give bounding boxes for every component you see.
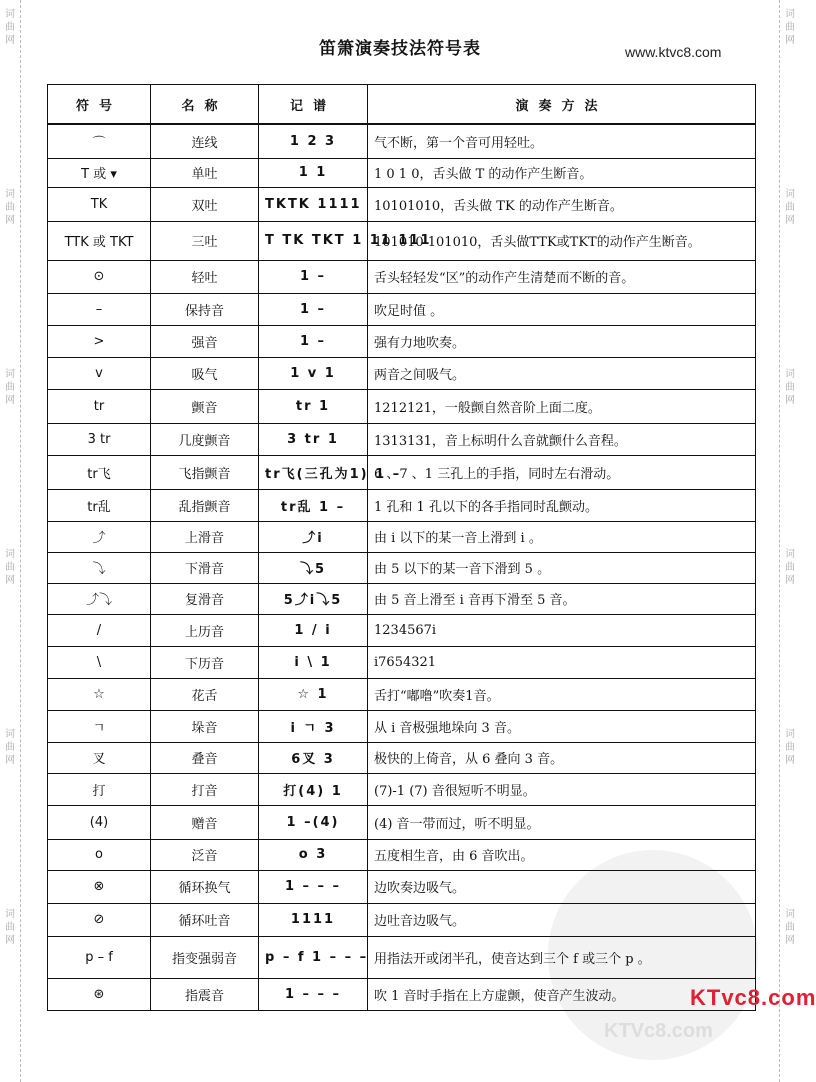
- cell-symbol: ⊛: [48, 978, 151, 1010]
- cell-symbol: tr乱: [48, 489, 151, 521]
- table-row: [48, 583, 756, 614]
- cell-method: 五度相生音，由 6 音吹出。: [368, 839, 756, 870]
- table-row: [48, 521, 756, 552]
- table-header-row: [48, 85, 756, 125]
- cell-symbol: ☆: [48, 678, 151, 710]
- cell-symbol: p – f: [48, 936, 151, 978]
- cell-name: 下滑音: [151, 552, 259, 583]
- table-row: [48, 805, 756, 839]
- cell-notation: tr 1: [259, 389, 368, 423]
- cell-notation: 1 –: [259, 260, 368, 293]
- side-watermark: 词曲网: [5, 909, 15, 946]
- cell-name: 赠音: [151, 805, 259, 839]
- side-watermark: 词曲网: [785, 9, 795, 46]
- table-row: [48, 903, 756, 936]
- cell-symbol: (4): [48, 805, 151, 839]
- cell-notation: ⤴i: [259, 521, 368, 552]
- cell-name: 单吐: [151, 158, 259, 187]
- cell-method: 气不断，第一个音可用轻吐。: [368, 124, 756, 158]
- cell-notation: T TK TKT 1 11 111: [259, 221, 368, 260]
- header-notation: 记谱: [259, 85, 368, 125]
- cell-notation: ☆ 1: [259, 678, 368, 710]
- cell-symbol: tr飞: [48, 455, 151, 489]
- cell-name: 复滑音: [151, 583, 259, 614]
- cell-notation: 1 v 1: [259, 357, 368, 389]
- cell-name: 循环换气: [151, 870, 259, 903]
- cell-method: i7654321: [368, 646, 756, 678]
- table-row: [48, 357, 756, 389]
- cell-symbol: tr: [48, 389, 151, 423]
- cell-notation: o 3: [259, 839, 368, 870]
- table-row: [48, 455, 756, 489]
- cell-symbol: /: [48, 614, 151, 646]
- cell-notation: tr飞(三孔为1) 1 –: [259, 455, 368, 489]
- cell-name: 吸气: [151, 357, 259, 389]
- side-watermark: 词曲网: [785, 729, 795, 766]
- side-watermark: 词曲网: [5, 189, 15, 226]
- cell-notation: 1 –(4): [259, 805, 368, 839]
- cell-symbol: –: [48, 293, 151, 325]
- table-row: [48, 552, 756, 583]
- cell-method: (4) 音一带而过，听不明显。: [368, 805, 756, 839]
- side-watermark: 词曲网: [785, 909, 795, 946]
- cell-notation: i ㄱ 3: [259, 710, 368, 742]
- cell-symbol: TTK 或 TKT: [48, 221, 151, 260]
- cell-name: 垛音: [151, 710, 259, 742]
- cell-notation: 1 –: [259, 293, 368, 325]
- header-name: 名称: [151, 85, 259, 125]
- cell-method: 1234567i: [368, 614, 756, 646]
- cell-method: 从 i 音极强地垛向 3 音。: [368, 710, 756, 742]
- cell-notation: ⤵5: [259, 552, 368, 583]
- table-row: [48, 773, 756, 805]
- cell-symbol: ⊘: [48, 903, 151, 936]
- table-row: [48, 489, 756, 521]
- cell-name: 循环吐音: [151, 903, 259, 936]
- table-row: [48, 710, 756, 742]
- cell-symbol: ⤴⤵: [48, 583, 151, 614]
- cell-notation: 打(4) 1: [259, 773, 368, 805]
- cell-method: (7)-1 (7) 音很短听不明显。: [368, 773, 756, 805]
- cell-method: 用指法开或闭半孔，使音达到三个 f 或三个 p 。: [368, 936, 756, 978]
- side-watermark: 词曲网: [5, 549, 15, 586]
- cell-name: 几度颤音: [151, 423, 259, 455]
- cell-notation: 6叉 3: [259, 742, 368, 773]
- cell-name: 保持音: [151, 293, 259, 325]
- cell-name: 乱指颤音: [151, 489, 259, 521]
- cell-method: 边吹奏边吸气。: [368, 870, 756, 903]
- right-margin-strip: [779, 0, 800, 1082]
- cell-name: 双吐: [151, 187, 259, 221]
- left-margin-strip: [0, 0, 21, 1082]
- cell-symbol: TK: [48, 187, 151, 221]
- cell-method: 由 5 以下的某一音下滑到 5 。: [368, 552, 756, 583]
- cell-method: 两音之间吸气。: [368, 357, 756, 389]
- cell-symbol: ⤴: [48, 521, 151, 552]
- cell-name: 指震音: [151, 978, 259, 1010]
- cell-name: 连线: [151, 124, 259, 158]
- cell-name: 轻吐: [151, 260, 259, 293]
- table-row: [48, 389, 756, 423]
- cell-symbol: T 或 ▾: [48, 158, 151, 187]
- table-row: [48, 260, 756, 293]
- cell-method: 由 i 以下的某一音上滑到 i 。: [368, 521, 756, 552]
- cell-name: 强音: [151, 325, 259, 357]
- cell-method: 吹 1 音时手指在上方虚颤，使音产生波动。: [368, 978, 756, 1010]
- table-row: [48, 325, 756, 357]
- cell-notation: 1 2 3: [259, 124, 368, 158]
- cell-notation: 1111: [259, 903, 368, 936]
- side-watermark: 词曲网: [785, 369, 795, 406]
- cell-method: 1212121，一般颤自然音阶上面二度。: [368, 389, 756, 423]
- cell-notation: tr乱 1 –: [259, 489, 368, 521]
- cell-symbol: \: [48, 646, 151, 678]
- cell-name: 打音: [151, 773, 259, 805]
- cell-symbol: o: [48, 839, 151, 870]
- cell-name: 上滑音: [151, 521, 259, 552]
- side-watermark: 词曲网: [785, 549, 795, 586]
- cell-notation: 3 tr 1: [259, 423, 368, 455]
- cell-name: 指变强弱音: [151, 936, 259, 978]
- table-row: [48, 423, 756, 455]
- table-row: [48, 187, 756, 221]
- table-row: [48, 293, 756, 325]
- cell-notation: 1 – – –: [259, 978, 368, 1010]
- cell-name: 叠音: [151, 742, 259, 773]
- cell-notation: i \ 1: [259, 646, 368, 678]
- cell-method: 1 0 1 0，舌头做 T 的动作产生断音。: [368, 158, 756, 187]
- cell-symbol: 3 tr: [48, 423, 151, 455]
- cell-method: 舌头轻轻发“区”的动作产生清楚而不断的音。: [368, 260, 756, 293]
- table-row: [48, 158, 756, 187]
- side-watermark: 词曲网: [785, 189, 795, 226]
- cell-name: 三吐: [151, 221, 259, 260]
- cell-notation: 1 – – –: [259, 870, 368, 903]
- cell-name: 飞指颤音: [151, 455, 259, 489]
- cell-notation: p – f 1 – – –: [259, 936, 368, 978]
- cell-method: 1313131，音上标明什么音就颤什么音程。: [368, 423, 756, 455]
- cell-name: 花舌: [151, 678, 259, 710]
- page-title: 笛箫演奏技法符号表: [319, 39, 481, 59]
- table-body: [48, 124, 756, 1010]
- site-url: www.ktvc8.com: [625, 44, 722, 60]
- side-watermark: 词曲网: [5, 369, 15, 406]
- cell-symbol: 叉: [48, 742, 151, 773]
- cell-symbol: ⊗: [48, 870, 151, 903]
- cell-notation: 1 –: [259, 325, 368, 357]
- table-row: [48, 614, 756, 646]
- side-watermark: 词曲网: [5, 729, 15, 766]
- table-row: [48, 742, 756, 773]
- cell-symbol: ⤵: [48, 552, 151, 583]
- cell-method: 101010 101010，舌头做TTK或TKT的动作产生断音。: [368, 221, 756, 260]
- cell-symbol: ⊙: [48, 260, 151, 293]
- table-row: [48, 936, 756, 978]
- cell-name: 上历音: [151, 614, 259, 646]
- table-row: [48, 221, 756, 260]
- cell-method: 由 5 音上滑至 i 音再下滑至 5 音。: [368, 583, 756, 614]
- cell-name: 泛音: [151, 839, 259, 870]
- header-method: 演奏方法: [368, 85, 756, 125]
- cell-symbol: v: [48, 357, 151, 389]
- table-row: [48, 839, 756, 870]
- table-row: [48, 870, 756, 903]
- table-row: [48, 978, 756, 1010]
- cell-method: 6 、7 、1 三孔上的手指，同时左右滑动。: [368, 455, 756, 489]
- table-row: [48, 678, 756, 710]
- cell-notation: 1 / i: [259, 614, 368, 646]
- stamp-ghost: KTVc8.com: [604, 1020, 713, 1042]
- cell-method: 极快的上倚音，从 6 叠向 3 音。: [368, 742, 756, 773]
- table-row: [48, 124, 756, 158]
- header-symbol: 符号: [48, 85, 151, 125]
- cell-notation: 5⤴i⤵5: [259, 583, 368, 614]
- cell-symbol: ㄱ: [48, 710, 151, 742]
- cell-method: 强有力地吹奏。: [368, 325, 756, 357]
- cell-method: 舌打“嘟噜”吹奏1音。: [368, 678, 756, 710]
- cell-method: 10101010，舌头做 TK 的动作产生断音。: [368, 187, 756, 221]
- site-stamp: KTvc8.com: [690, 985, 816, 1010]
- table-row: [48, 646, 756, 678]
- side-watermark: 词曲网: [5, 9, 15, 46]
- cell-name: 下历音: [151, 646, 259, 678]
- cell-method: 边吐音边吸气。: [368, 903, 756, 936]
- cell-symbol: 打: [48, 773, 151, 805]
- cell-symbol: ⌒: [48, 124, 151, 158]
- cell-name: 颤音: [151, 389, 259, 423]
- cell-symbol: >: [48, 325, 151, 357]
- cell-notation: TKTK 1111: [259, 187, 368, 221]
- cell-method: 1 孔和 1 孔以下的各手指同时乱颤动。: [368, 489, 756, 521]
- cell-notation: 1 1: [259, 158, 368, 187]
- cell-method: 吹足时值 。: [368, 293, 756, 325]
- technique-symbol-table: [47, 84, 756, 1011]
